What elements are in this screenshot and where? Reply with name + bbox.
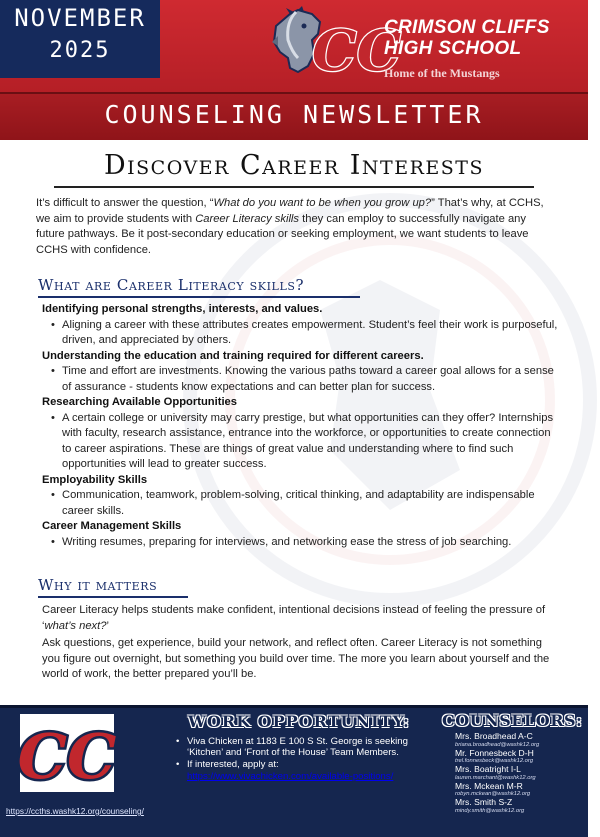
issue-date-box [0,0,160,78]
counseling-website-link[interactable]: https://ccths.washk12.org/counseling/ [6,806,144,816]
footer-logo [17,714,117,793]
apply-link[interactable]: https://www.vivachicken.com/available-positions/ [187,770,394,782]
counselor-email: mindy.smith@washk12.org [455,807,525,814]
skill-heading: Understanding the education and training required for different careers. [42,349,424,362]
title-underline [54,186,534,188]
why-whats-next: what’s next? [44,619,107,632]
why-text-a: Career Literacy helps students make confident, intentional decisions instead of feeling the pressure of ‘ [42,604,546,632]
cc-logo-icon [17,714,117,793]
skill-bullet: • A certain college or university may carry prestige, but what opportunities can they offer? Internships with faculty, research assistance, entrance into the workforce, or opportunities to create connection to career aspirations. These are things of great value and understanding where to find such opportunities will lead to greater success. [42,411,562,473]
school-name [384,17,584,59]
counselor-entry [455,749,587,766]
intro-text-c: they can employ to successfully navigate any future pathways. Be it post-secondary education or seeking employment, we want students to leave CCHS with confidence. [36,212,529,256]
issue-year: 2025 [49,38,111,63]
work-item: • Viva Chicken at 1183 E 100 S St. George is seeking ‘Kitchen’ and ‘Front of the House’ Team Members. [176,736,426,758]
counselor-entry [455,765,587,782]
counselor-entry [455,798,587,815]
school-tagline: Home of the Mustangs [384,66,500,80]
counselor-name: Mrs. Boatright I-L [455,764,521,774]
svg-text:CC: CC [17,720,117,793]
skill-bullet: • Communication, teamwork, problem-solving, critical thinking, and adaptability are indispensable career skills. [42,488,562,519]
counselors-heading: COUNSELORS: [442,711,583,730]
intro-paragraph [36,196,556,258]
skill-heading: Researching Available Opportunities [42,396,237,408]
counselor-name: Mrs. Smith S-Z [455,797,513,807]
work-item [176,759,426,781]
page-title: Discover Career Interests [104,150,484,181]
work-apply-text: If interested, apply at: [187,759,279,771]
skill-heading: Employability Skills [42,473,148,486]
counselor-entry [455,782,587,799]
school-name-line1: CRIMSON CLIFFS [384,17,550,38]
skill-bullet: • Writing resumes, preparing for interviews, and networking ease the stress of job searching. [42,535,562,551]
counselor-email: trel.fonnesbeck@washk12.org [455,758,534,764]
why-paragraph-2: Ask questions, get experience, build your network, and reflect often. Career Literacy is not something you figure out overnight, but something you build over time. The more you learn about yourself and the world of work, the better prepared you’ll be. [42,637,550,680]
skills-heading: What are Career Literacy skills? [38,276,305,294]
mustang-logo-icon [268,6,402,84]
skill-bullet: • Aligning a career with these attributes creates empowerment. Student’s feel their work is purposeful, driven, and appreciated by others. [42,318,562,349]
counselor-email: briana.broadhead@washk12.org [455,741,540,748]
counselor-email: robyn.mckean@washk12.org [455,791,531,797]
counselor-entry [455,732,587,749]
skill-bullet: • Time and effort are investments. Knowing the various paths toward a career goal allows for a sense of assurance - students know expectations and can better plan for success. [42,364,562,395]
counselor-name: Mr. Fonnesbeck D-H [455,747,534,758]
counselor-name: Mrs. Broadhead A-C [455,731,533,741]
intro-career-literacy: Career Literacy skills [195,212,300,225]
skills-list [42,302,562,550]
issue-month: NOVEMBER [14,4,146,32]
why-paragraph-1 [42,603,558,634]
why-heading-underline [38,596,188,598]
counselors-list [455,732,587,815]
counselor-email: lauren.marchant@washk12.org [455,774,536,781]
counselor-name: Mrs. Mckean M-R [455,780,523,791]
skills-heading-underline [38,296,360,298]
intro-text-b: ” That’s why, at CCHS, we aim to provide students with [36,197,544,225]
why-text-b: ’ [106,619,109,632]
work-opportunity-heading: WORK OPPORTUNITY: [188,712,410,731]
intro-text-a: It’s difficult to answer the question, “ [36,197,214,209]
work-opportunity-list [176,736,426,783]
svg-text:CC: CC [312,18,402,84]
mustang-logo [268,6,402,84]
skill-heading: Career Management Skills [42,520,182,532]
school-name-line2: HIGH SCHOOL [384,38,522,59]
why-body [42,603,558,685]
intro-question: What do you want to be when you grow up? [213,197,432,209]
why-heading: Why it matters [38,576,158,594]
newsletter-title: COUNSELING NEWSLETTER [104,100,484,129]
skill-heading: Identifying personal strengths, interests, and values. [42,303,323,315]
